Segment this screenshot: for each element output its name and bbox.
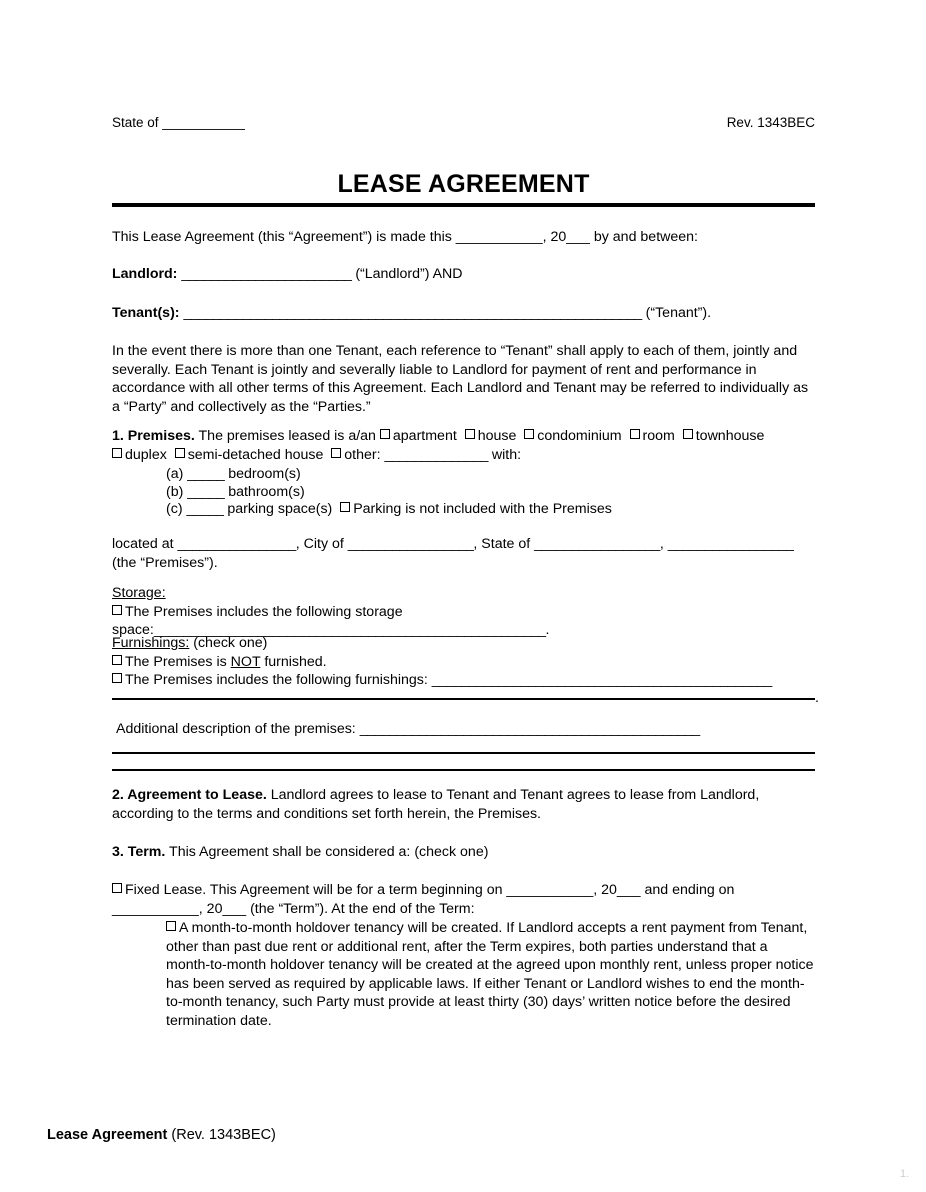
furnishings-heading: Furnishings: bbox=[112, 635, 190, 651]
item-label: bathroom(s) bbox=[228, 483, 305, 500]
checkbox-icon[interactable] bbox=[112, 883, 122, 893]
furnishings-end-period: . bbox=[815, 690, 819, 706]
premises-option-label: townhouse bbox=[695, 428, 765, 444]
term-intro: This Agreement shall be considered a: (check one) bbox=[169, 844, 489, 860]
premises-option-condominium[interactable] bbox=[524, 428, 621, 444]
premises-address-block bbox=[112, 535, 815, 572]
premises-option-label: condominium bbox=[537, 428, 622, 444]
premises-options-line bbox=[112, 427, 815, 446]
premises-option-other[interactable] bbox=[331, 447, 380, 463]
furnishings-blank-rule[interactable] bbox=[112, 698, 815, 700]
premises-option-label: apartment bbox=[392, 428, 457, 444]
city-fill[interactable]: _________________ bbox=[347, 536, 474, 552]
agreement-to-lease-section bbox=[112, 786, 815, 823]
premises-heading: 1. Premises. bbox=[112, 428, 195, 444]
premises-section bbox=[112, 427, 815, 464]
state-label: , State of bbox=[473, 536, 531, 552]
agreement-to-lease-text: Landlord agrees to lease to Tenant and Tenant agrees to lease from Landlord, according to the terms and conditions set forth herein, the Premises. bbox=[112, 787, 760, 822]
page-number: 1. bbox=[900, 1168, 910, 1180]
fixed-lease-text-1: Fixed Lease. This Agreement will be for a term beginning on ___________, 20___ and ending on bbox=[125, 882, 735, 898]
furnishings-includes-line bbox=[112, 671, 815, 690]
footer-revision: (Rev. 1343BEC) bbox=[171, 1127, 276, 1143]
fixed-lease-line-1 bbox=[112, 881, 815, 900]
checkbox-icon[interactable] bbox=[465, 429, 475, 439]
item-marker: (a) bbox=[166, 466, 184, 482]
additional-description-line bbox=[116, 720, 816, 739]
landlord-label: Landlord: bbox=[112, 266, 178, 282]
additional-description-blank-rule-2[interactable] bbox=[112, 769, 815, 771]
premises-other-input-fill[interactable]: ______________ bbox=[384, 446, 488, 463]
tenant-label: Tenant(s): bbox=[112, 305, 180, 321]
checkbox-icon[interactable] bbox=[112, 448, 122, 458]
parking-not-included-label: Parking is not included with the Premises bbox=[353, 501, 612, 517]
agreement-to-lease-heading: 2. Agreement to Lease. bbox=[112, 787, 267, 803]
located-at-line bbox=[112, 535, 815, 554]
bathroom-count-fill[interactable]: _____ bbox=[187, 483, 225, 500]
premises-lead: The premises leased is a/an bbox=[198, 428, 376, 444]
state-of-field: State of ___________ bbox=[112, 115, 245, 130]
premises-option-label: room bbox=[642, 428, 675, 444]
premises-closing-line: (the “Premises”). bbox=[112, 554, 218, 571]
fixed-lease-option bbox=[112, 881, 815, 918]
located-at-label: located at bbox=[112, 536, 174, 552]
revision-label: Rev. 1343BEC bbox=[726, 115, 815, 130]
landlord-suffix: (“Landlord”) AND bbox=[355, 266, 463, 282]
premises-with-label: with: bbox=[491, 446, 522, 463]
storage-period: . bbox=[545, 622, 550, 639]
premises-option-label: semi-detached house bbox=[187, 446, 324, 463]
city-label: , City of bbox=[295, 536, 344, 552]
list-item bbox=[112, 466, 815, 484]
zip-fill[interactable]: _________________ bbox=[667, 536, 794, 552]
premises-option-label: house bbox=[477, 428, 517, 444]
bedroom-count-fill[interactable]: _____ bbox=[187, 466, 225, 482]
furnishings-check-one: (check one) bbox=[193, 635, 268, 651]
checkbox-icon[interactable] bbox=[112, 673, 122, 683]
furnishings-not-suffix: furnished. bbox=[264, 653, 327, 670]
checkbox-icon[interactable] bbox=[630, 429, 640, 439]
premises-option-label: duplex bbox=[125, 446, 167, 463]
fixed-lease-line-2: ___________, 20___ (the “Term”). At the end of the Term: bbox=[112, 900, 475, 917]
premises-counts-list bbox=[112, 466, 815, 519]
furnishings-not-prefix: The Premises is bbox=[125, 653, 227, 670]
premises-option-apartment[interactable] bbox=[380, 428, 457, 444]
item-marker: (c) bbox=[166, 501, 183, 517]
agreement-date-line: This Lease Agreement (this “Agreement”) is made this ___________, 20___ by and between: bbox=[112, 229, 698, 245]
zip-separator: , bbox=[659, 536, 664, 552]
additional-description-label: Additional description of the premises: bbox=[116, 721, 356, 737]
parking-count-fill[interactable]: _____ bbox=[186, 501, 224, 517]
furnishings-not-line bbox=[112, 653, 815, 672]
storage-label: The Premises includes the following storage space: bbox=[112, 603, 403, 639]
checkbox-icon[interactable] bbox=[166, 921, 176, 931]
storage-fill[interactable]: _____________________________________________________ bbox=[153, 622, 546, 639]
premises-option-townhouse[interactable] bbox=[683, 428, 765, 444]
furnishings-not-emphasis: NOT bbox=[230, 653, 261, 670]
checkbox-icon[interactable] bbox=[683, 429, 693, 439]
furnishings-fill[interactable]: ______________________________________________ bbox=[431, 672, 772, 689]
checkbox-icon[interactable] bbox=[380, 429, 390, 439]
checkbox-icon[interactable] bbox=[112, 605, 122, 615]
tenant-suffix: (“Tenant”). bbox=[645, 305, 712, 321]
premises-options-line-2 bbox=[112, 446, 815, 465]
checkbox-icon[interactable] bbox=[112, 655, 122, 665]
tenant-input-fill[interactable]: ______________________________________________________________ bbox=[183, 305, 642, 321]
holdover-text: A month-to-month holdover tenancy will be created. If Landlord accepts a rent payment from Tenant, other than past due rent or additional rent, after the Term expires, both parties understand that a month-to-month holdover tenancy will be created at the agreed upon monthly rent, unless proper notice has been served as required by applicable laws. If either Tenant or Landlord wishes to end the month-to-month tenancy, such Party must provide at least thirty (30) days’ written notice before the desired termination date. bbox=[166, 920, 814, 1029]
page-title: LEASE AGREEMENT bbox=[337, 170, 590, 198]
tenant-line bbox=[112, 304, 815, 323]
checkbox-icon[interactable] bbox=[340, 502, 350, 512]
list-item bbox=[112, 484, 815, 502]
additional-description-fill[interactable]: ______________________________________________ bbox=[359, 721, 700, 737]
address-fill[interactable]: ________________ bbox=[177, 536, 296, 552]
item-label: parking space(s) bbox=[227, 501, 333, 517]
premises-option-house[interactable] bbox=[465, 428, 517, 444]
premises-other-label: other: bbox=[344, 446, 381, 463]
furnishings-includes-label: The Premises includes the following furnishings: bbox=[125, 672, 428, 689]
footer-title: Lease Agreement bbox=[47, 1127, 168, 1143]
premises-option-room[interactable] bbox=[630, 428, 675, 444]
state-fill[interactable]: _________________ bbox=[534, 536, 660, 552]
furnishings-section bbox=[112, 634, 815, 690]
checkbox-icon[interactable] bbox=[331, 448, 341, 458]
document-header bbox=[112, 114, 815, 131]
term-section-heading-line bbox=[112, 843, 815, 862]
title-divider bbox=[112, 203, 815, 207]
checkbox-icon[interactable] bbox=[524, 429, 534, 439]
landlord-input-fill[interactable]: _______________________ bbox=[181, 266, 352, 282]
list-item bbox=[112, 501, 815, 519]
item-marker: (b) bbox=[166, 483, 184, 500]
storage-section bbox=[112, 584, 815, 640]
document-footer bbox=[47, 1126, 276, 1144]
holdover-tenancy-paragraph bbox=[166, 919, 814, 1031]
furnishings-heading-line bbox=[112, 634, 815, 653]
storage-heading: Storage: bbox=[112, 585, 166, 601]
premises-option-semi-detached[interactable] bbox=[175, 447, 324, 463]
joint-several-paragraph: In the event there is more than one Tenant, each reference to “Tenant” shall apply to each of them, jointly and severally. Each Tenant is jointly and severally liable to Landlord for payment of rent and performance in accordance with all other terms of this Agreement. Each Landlord and Tenant may be referred to individually as a “Party” and collectively as the “Parties.” bbox=[112, 343, 809, 415]
landlord-line bbox=[112, 265, 815, 284]
term-heading: 3. Term. bbox=[112, 844, 166, 860]
premises-option-duplex[interactable] bbox=[112, 447, 167, 463]
item-label: bedroom(s) bbox=[228, 466, 301, 482]
additional-description-blank-rule-1[interactable] bbox=[112, 752, 815, 754]
checkbox-icon[interactable] bbox=[175, 448, 185, 458]
